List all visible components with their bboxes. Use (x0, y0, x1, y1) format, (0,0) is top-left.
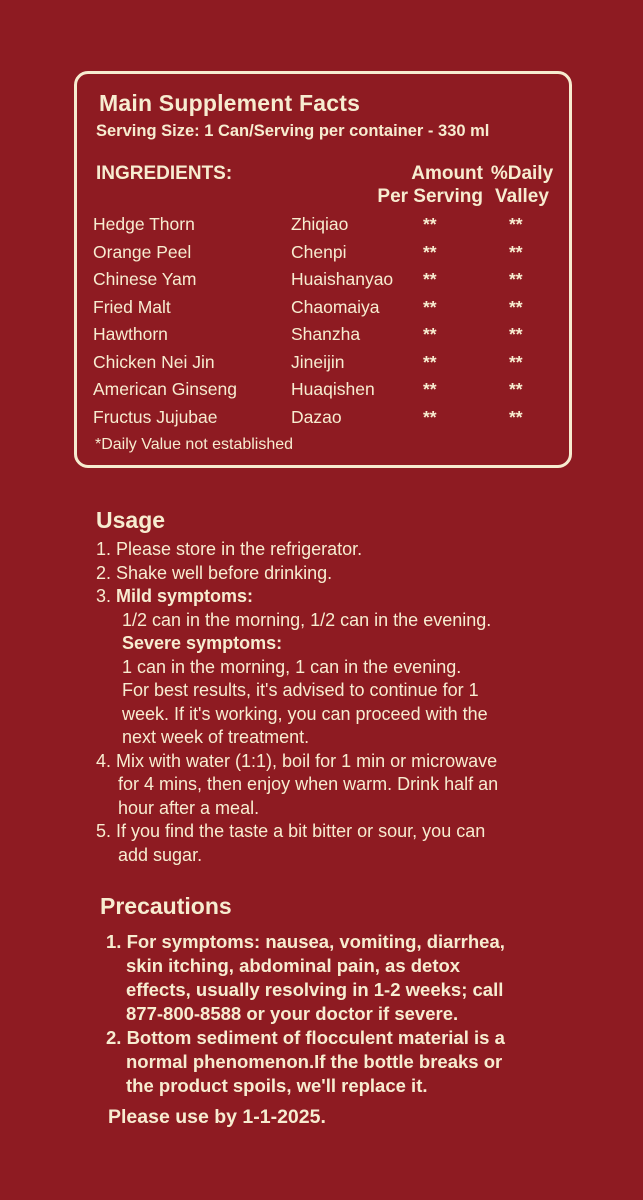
ingredient-name: Chicken Nei Jin (93, 351, 215, 372)
severe-dosage: 1 can in the morning, 1 can in the evening. (122, 656, 462, 677)
ingredients-header: INGREDIENTS: (96, 163, 233, 184)
ingredient-amount: ** (423, 379, 437, 399)
usage-step-2: 2. Shake well before drinking. (96, 562, 333, 583)
ingredient-name: Hawthorn (93, 324, 168, 344)
ingredient-row (77, 242, 569, 268)
ingredient-pinyin: Jineijin (291, 351, 345, 372)
mild-dosage: 1/2 can in the morning, 1/2 can in the evening. (122, 609, 492, 630)
ingredient-daily-value: ** (509, 241, 523, 262)
ingredient-pinyin: Zhiqiao (291, 214, 349, 234)
ingredient-name: Hedge Thorn (93, 214, 195, 234)
usage-step-5-line: add sugar. (118, 844, 203, 865)
mild-symptoms-heading: Mild symptoms: (116, 586, 254, 606)
ingredient-name: American Ginseng (93, 379, 237, 399)
usage-instructions (96, 538, 626, 867)
precaution-2: 2. Bottom sediment of flocculent material is a (106, 1027, 505, 1048)
ingredient-daily-value: ** (509, 324, 523, 344)
ingredient-pinyin: Dazao (291, 406, 342, 427)
precaution-2-line: the product spoils, we'll replace it. (126, 1075, 428, 1096)
precautions-title: Precautions (100, 893, 232, 919)
ingredient-pinyin: Shanzha (291, 324, 361, 344)
usage-step-3-number: 3. (96, 586, 117, 606)
ingredient-pinyin: Chaomaiya (291, 296, 380, 317)
usage-step-4-line: hour after a meal. (118, 797, 260, 818)
ingredient-name: Fried Malt (93, 296, 171, 317)
serving-size: Serving Size: 1 Can/Serving per container - 330 ml (96, 122, 490, 140)
usage-step-4-line: for 4 mins, then enjoy when warm. Drink half an (118, 774, 499, 794)
ingredient-pinyin: Huaqishen (291, 379, 375, 399)
ingredient-row (77, 297, 569, 323)
amount-header (363, 162, 483, 208)
daily-value-footnote: *Daily Value not established (95, 436, 294, 453)
supplement-facts-panel (74, 71, 572, 468)
ingredient-row (77, 379, 569, 405)
precautions-list (106, 930, 626, 1098)
ingredient-amount: ** (423, 214, 437, 234)
ingredient-name: Orange Peel (93, 241, 192, 262)
ingredient-pinyin: Huaishanyao (291, 269, 394, 289)
use-by-date: Please use by 1-1-2025. (108, 1106, 326, 1128)
ingredient-daily-value: ** (509, 269, 523, 289)
ingredient-row (77, 324, 569, 350)
amount-header-line1: Amount (411, 163, 483, 184)
usage-step-5: 5. If you find the taste a bit bitter or sour, you can (96, 821, 486, 841)
ingredient-name: Fructus Jujubae (93, 406, 218, 427)
facts-title: Main Supplement Facts (99, 90, 361, 116)
ingredient-amount: ** (423, 296, 437, 317)
precaution-1-line: effects, usually resolving in 1-2 weeks; call (126, 979, 504, 1000)
usage-note-line: next week of treatment. (122, 727, 310, 747)
ingredient-row (77, 352, 569, 378)
ingredient-row (77, 407, 569, 433)
ingredient-row (77, 214, 569, 240)
usage-title: Usage (96, 507, 166, 533)
ingredient-pinyin: Chenpi (291, 241, 347, 262)
daily-value-header-line1: %Daily (490, 163, 554, 184)
ingredient-daily-value: ** (509, 406, 523, 427)
usage-step-4: 4. Mix with water (1:1), boil for 1 min or microwave (96, 750, 498, 771)
daily-value-header (482, 162, 562, 208)
ingredient-amount: ** (423, 324, 437, 344)
ingredient-daily-value: ** (509, 296, 523, 317)
precaution-1: 1. For symptoms: nausea, vomiting, diarrhea, (106, 931, 505, 952)
usage-note-line: For best results, it's advised to continue for 1 (122, 680, 479, 700)
ingredient-daily-value: ** (509, 214, 523, 234)
severe-symptoms-heading: Severe symptoms: (122, 633, 283, 653)
precaution-1-line: skin itching, abdominal pain, as detox (126, 955, 461, 976)
usage-note-line: week. If it's working, you can proceed with the (122, 703, 488, 724)
ingredient-name: Chinese Yam (93, 269, 197, 289)
precaution-1-line: 877-800-8588 or your doctor if severe. (126, 1003, 459, 1024)
precaution-2-line: normal phenomenon.If the bottle breaks or (126, 1051, 503, 1072)
ingredient-amount: ** (423, 406, 437, 427)
ingredient-amount: ** (423, 241, 437, 262)
ingredient-amount: ** (423, 269, 437, 289)
amount-header-line2: Per Serving (377, 186, 483, 207)
ingredient-daily-value: ** (509, 379, 523, 399)
ingredient-daily-value: ** (509, 351, 523, 372)
usage-step-1: 1. Please store in the refrigerator. (96, 539, 363, 559)
ingredient-amount: ** (423, 351, 437, 372)
ingredient-row (77, 269, 569, 295)
daily-value-header-line2: Valley (495, 186, 549, 207)
usage-step-3 (96, 585, 626, 609)
